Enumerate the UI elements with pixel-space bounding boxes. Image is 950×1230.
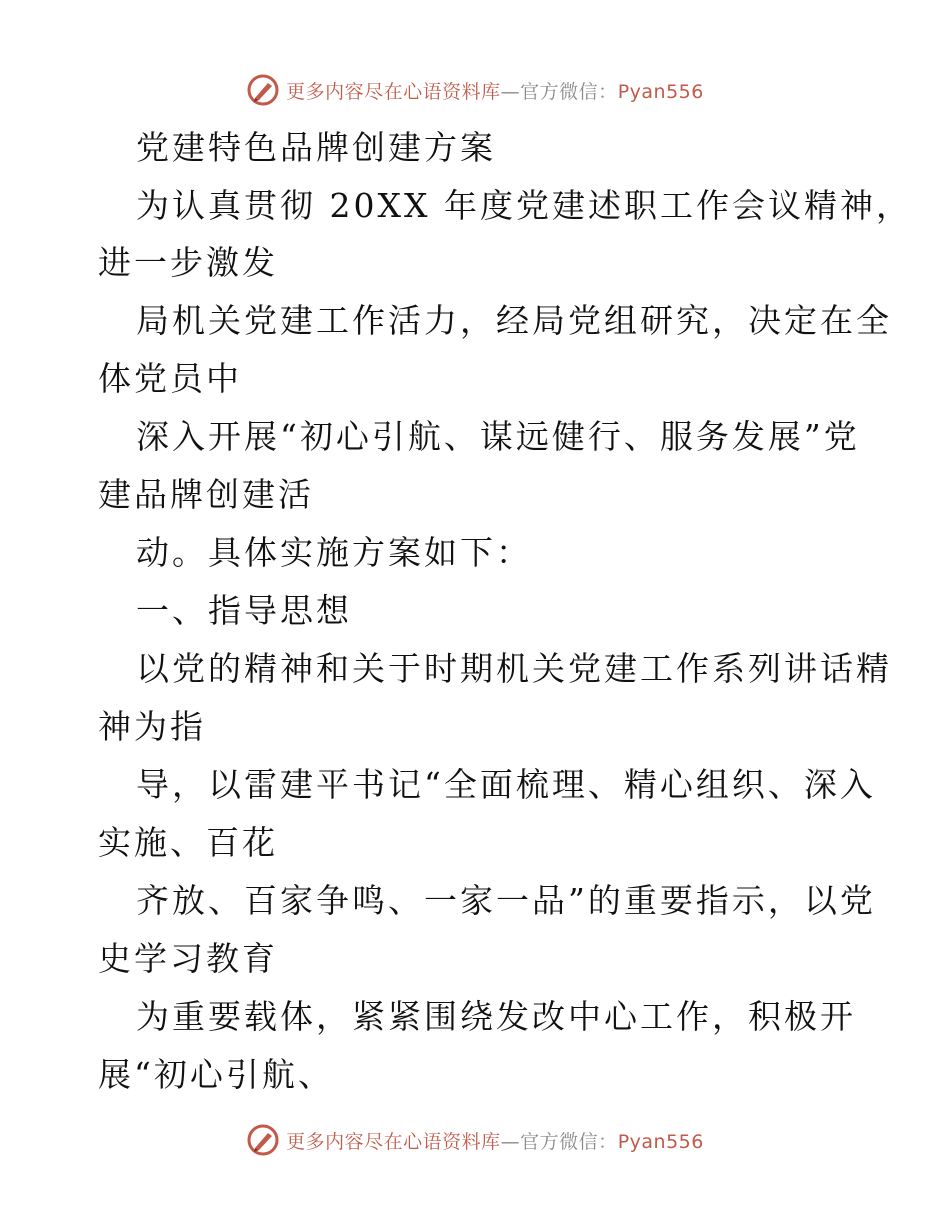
header-watermark [0, 70, 950, 110]
watermark-label: 官方微信： [520, 1130, 618, 1153]
paragraph-line: 动。具体实施方案如下： [136, 533, 532, 572]
watermark-text [286, 77, 704, 104]
watermark-brand: 更多内容尽在心语资料库 [286, 1130, 501, 1153]
watermark-label: 官方微信： [520, 80, 618, 103]
paragraph-line: 局机关党建工作活力，经局党组研究，决定在全 [136, 301, 892, 340]
watermark-account: Pyan556 [617, 1130, 704, 1153]
paragraph-line: 展“初心引航、 [98, 1055, 334, 1094]
section-heading: 一、指导思想 [136, 591, 352, 630]
paragraph-line: 为重要载体，紧紧围绕发改中心工作，积极开 [136, 997, 856, 1036]
paragraph-line: 齐放、百家争鸣、一家一品”的重要指示，以党 [136, 881, 876, 920]
paragraph-line: 为认真贯彻 20XX 年度党建述职工作会议精神， [136, 186, 912, 225]
watermark-text [286, 1127, 704, 1154]
pen-logo-icon [246, 73, 280, 107]
document-title: 党建特色品牌创建方案 [136, 128, 496, 167]
paragraph-line: 进一步激发 [98, 243, 278, 282]
footer-watermark [0, 1120, 950, 1160]
paragraph-line: 实施、百花 [98, 823, 278, 862]
paragraph-line: 史学习教育 [98, 939, 278, 978]
pen-logo-icon [246, 1123, 280, 1157]
watermark-brand: 更多内容尽在心语资料库 [286, 80, 501, 103]
paragraph-line: 深入开展“初心引航、谋远健行、服务发展”党 [136, 417, 860, 456]
paragraph-line: 建品牌创建活 [98, 475, 314, 514]
paragraph-line: 以党的精神和关于时期机关党建工作系列讲话精 [136, 649, 892, 688]
watermark-dash: — [500, 1130, 521, 1153]
watermark-dash: — [500, 80, 521, 103]
watermark-account: Pyan556 [617, 80, 704, 103]
paragraph-line: 神为指 [98, 707, 206, 746]
paragraph-line: 体党员中 [98, 359, 242, 398]
paragraph-line: 导，以雷建平书记“全面梳理、精心组织、深入 [136, 765, 876, 804]
